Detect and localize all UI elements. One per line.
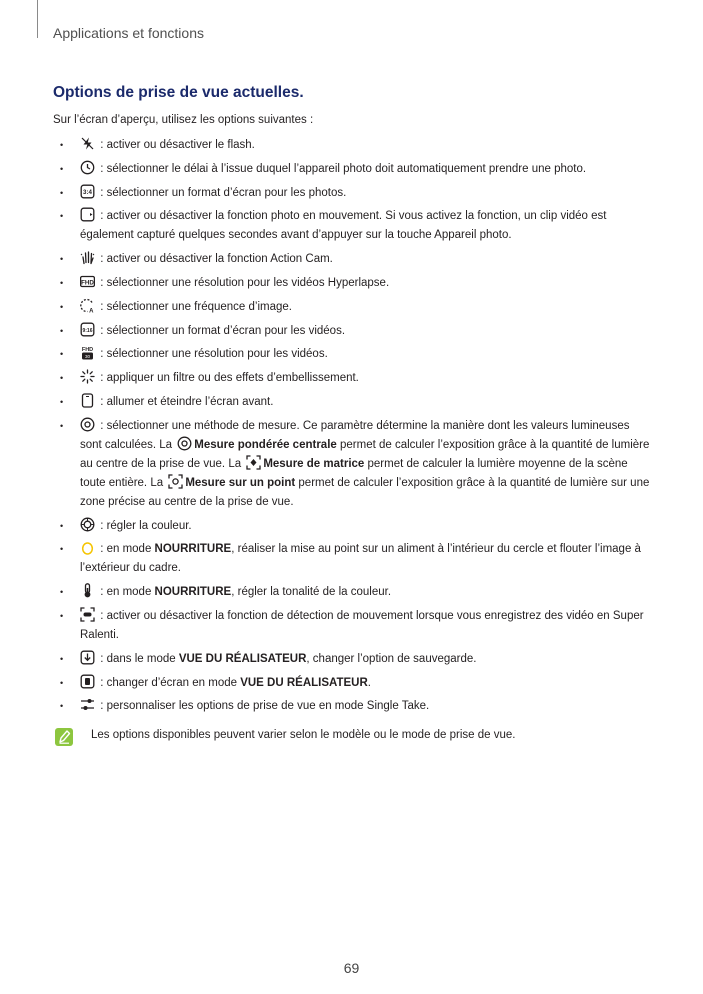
filter-icon	[80, 369, 95, 384]
option-item	[55, 393, 653, 412]
option-item	[55, 298, 653, 317]
option-text: .	[367, 676, 371, 689]
save-option-icon	[80, 650, 95, 665]
option-text: : sélectionner une résolution pour les vidéos.	[97, 348, 328, 361]
flash-icon	[80, 136, 95, 151]
option-text: : régler la couleur.	[97, 519, 192, 532]
option-text: : sélectionner un format d’écran pour les photos.	[97, 186, 347, 199]
option-term: Mesure pondérée centrale	[194, 438, 337, 451]
ratio-3-4-icon	[80, 184, 95, 199]
option-item	[55, 417, 653, 512]
note-text: Les options disponibles peuvent varier selon le modèle ou le mode de prise de vue.	[91, 729, 516, 741]
video-resolution-icon	[80, 345, 95, 360]
option-text: : personnaliser les options de prise de vue en mode Single Take.	[97, 700, 430, 713]
option-text: permet de calculer la lumière moyenne de la scène toute entière. La	[80, 457, 628, 489]
option-text: : sélectionner une résolution pour les vidéos Hyperlapse.	[97, 276, 390, 289]
option-text: : activer ou désactiver la fonction de détection de mouvement lorsque vous enregistrez des vidéo en Super Ralenti.	[80, 609, 644, 641]
option-text: : sélectionner le délai à l’issue duquel l’appareil photo doit automatiquement prendre une photo.	[97, 162, 587, 175]
option-text: permet de calculer l’exposition grâce à la quantité de lumière au centre de la prise de vue. La	[80, 438, 650, 470]
page-number: 69	[343, 960, 360, 976]
color-icon	[80, 517, 95, 532]
option-text: : sélectionner une méthode de mesure. Ce paramètre détermine la manière dont les valeurs lumineuses sont calculées. La	[80, 419, 630, 451]
motion-photo-icon	[80, 207, 95, 222]
option-term: Mesure de matrice	[263, 457, 365, 470]
option-text: : en mode	[97, 586, 155, 599]
option-term: NOURRITURE	[154, 586, 232, 599]
option-item	[55, 322, 653, 341]
svg-text:FHD: • FHD	[81, 347, 94, 354]
svg-text:9:16: • 9:16	[82, 327, 93, 334]
option-item	[55, 160, 653, 179]
option-text: : appliquer un filtre ou des effets d’embellissement.	[97, 372, 359, 385]
option-term: VUE DU RÉALISATEUR	[178, 652, 307, 665]
color-temperature-icon	[80, 583, 95, 598]
option-item	[55, 184, 653, 203]
option-text: : changer d’écran en mode	[97, 676, 241, 689]
option-text: : en mode	[97, 543, 155, 556]
action-cam-icon	[80, 250, 95, 265]
motion-detection-icon	[80, 607, 95, 622]
settings-sliders-icon	[80, 697, 95, 712]
center-weighted-icon	[177, 436, 192, 451]
option-text: : sélectionner un format d’écran pour les vidéos.	[97, 324, 346, 337]
option-item	[55, 583, 653, 602]
option-item	[55, 250, 653, 269]
svg-text:FHD: • FHD	[81, 279, 94, 287]
frame-rate-icon	[80, 298, 95, 313]
option-item	[55, 369, 653, 388]
option-item	[55, 697, 653, 716]
header-rule	[37, 0, 38, 38]
option-text: , régler la tonalité de la couleur.	[231, 586, 392, 599]
option-item	[55, 207, 653, 245]
option-text: : activer ou désactiver le flash.	[97, 139, 255, 151]
ratio-9-16-icon	[80, 322, 95, 337]
note-icon	[54, 727, 74, 747]
intro-text: Sur l’écran d’aperçu, utilisez les options suivantes :	[53, 114, 314, 126]
food-focus-icon	[80, 540, 95, 555]
option-text: : dans le mode	[97, 652, 179, 665]
timer-icon	[80, 160, 95, 175]
switch-screen-icon	[80, 674, 95, 689]
option-text: , réaliser la mise au point sur un aliment à l’intérieur du cercle et flouter l’image à l’extérieur du cadre.	[80, 543, 641, 575]
option-text: : sélectionner une fréquence d’image.	[97, 300, 292, 313]
svg-text:3:4: • 3:4	[83, 188, 92, 196]
matrix-icon	[246, 455, 261, 470]
option-text: : allumer et éteindre l’écran avant.	[97, 395, 274, 408]
option-item	[55, 345, 653, 364]
option-item	[55, 274, 653, 293]
page-heading: Options de prise de vue actuelles.	[53, 84, 304, 101]
option-term: VUE DU RÉALISATEUR	[240, 676, 368, 689]
option-text: : activer ou désactiver la fonction photo en mouvement. Si vous activez la fonction, un clip vidéo est également capturé quelques secondes avant d’appuyer sur la touche Appareil photo.	[80, 210, 607, 242]
front-flash-icon	[80, 393, 95, 408]
option-item	[55, 650, 653, 669]
svg-text:30: 30	[84, 354, 91, 360]
option-term: Mesure sur un point	[185, 476, 296, 489]
option-item	[55, 674, 653, 693]
metering-icon	[80, 417, 95, 432]
option-item	[55, 607, 653, 645]
option-item	[55, 517, 653, 536]
section-title: Applications et fonctions	[53, 25, 204, 41]
option-text: : activer ou désactiver la fonction Action Cam.	[97, 253, 333, 266]
svg-text:A: • A	[89, 308, 94, 313]
option-item	[55, 136, 653, 155]
option-text: , changer l’option de sauvegarde.	[306, 652, 477, 665]
option-text: permet de calculer l’exposition grâce à la quantité de lumière sur une zone précise au centre de la prise de vue.	[80, 476, 650, 508]
option-item	[55, 540, 653, 578]
option-term: NOURRITURE	[154, 543, 232, 556]
fhd-icon	[80, 274, 95, 289]
options-list	[55, 136, 653, 721]
spot-icon	[168, 474, 183, 489]
